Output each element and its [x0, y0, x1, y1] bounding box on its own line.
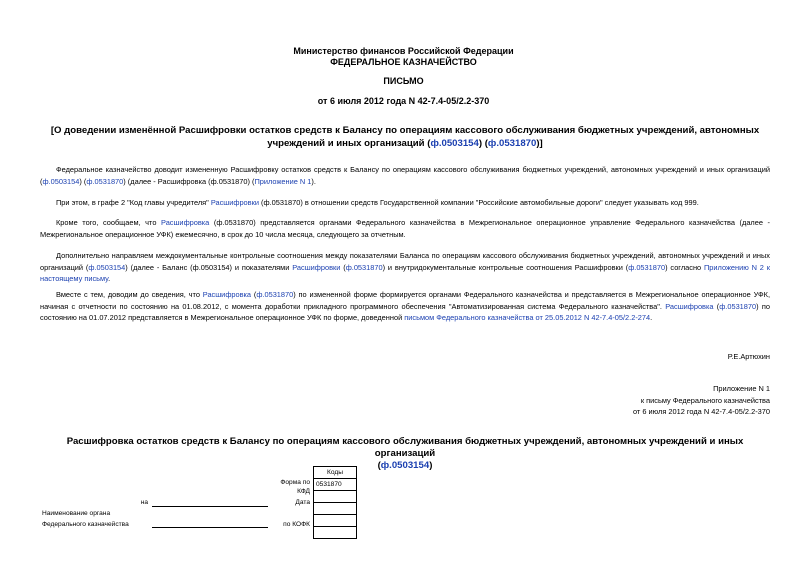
okfk-label: по КОФК	[283, 521, 310, 528]
treasury-label: Федерального казначейства	[42, 521, 129, 528]
okfk-cell	[314, 515, 357, 527]
p5-text-1: Вместе с тем, доводим до сведения, что	[56, 290, 203, 299]
p5-link-letter[interactable]: письмом Федерального казначейства от 25.05.2012 N 42-7.4-05/2.2-274	[404, 313, 651, 323]
date-label: Дата	[295, 499, 310, 506]
p1-text-2: ) (	[79, 176, 87, 186]
p5-link-1[interactable]: Расшифровка	[202, 290, 252, 299]
appendix-line-3: от 6 июля 2012 года N 42-7.4-05/2.2-370	[632, 407, 770, 416]
p2-text-2: (ф.0531870) в отношении средств Государственной компании "Российские автомобильные дороги" следует указывать код 999.	[258, 198, 699, 207]
codes-row	[314, 515, 357, 527]
form-label-1: Форма по	[280, 479, 310, 486]
blank-cell	[314, 527, 357, 539]
signature: Р.Е.Артюхин	[727, 352, 770, 361]
codes-header: Коды	[314, 467, 357, 479]
treasury-underline	[152, 527, 268, 528]
p1-link-2[interactable]: ф.0531870	[86, 176, 124, 186]
p1-text-4: ).	[311, 176, 316, 186]
p5-text-2: (	[251, 290, 257, 299]
form-title	[40, 436, 770, 472]
agency-name: ФЕДЕРАЛЬНОЕ КАЗНАЧЕЙСТВО	[330, 57, 477, 67]
p5-text-5: ) по состоянию на 01.07.2012 представляется в Межрегиональное операционное УФК по форме, доведенной	[40, 301, 770, 323]
p3-text-2: (ф.0531870) представляется органами Федерального казначейства в Межрегиональное операционное управление Федерального казначейства (далее - Межрегиональное операционное УФК) ежемесячно, в срок до 10 числа месяца, следующего за отчетным.	[40, 218, 770, 239]
p1-text-1: Федеральное казначейство доводит измененную Расшифровку остатков средств к Балансу по операциям кассового обслуживания бюджетных учреждений, автономных учреждений и иных организаций (	[40, 165, 770, 186]
form-title-link[interactable]: ф.0503154	[380, 460, 430, 471]
codes-row	[314, 527, 357, 539]
p4-link-2[interactable]: Расшифровки	[292, 262, 341, 272]
codes-row	[314, 491, 357, 503]
appendix-block	[633, 383, 770, 418]
p5-text-4: (	[713, 301, 720, 311]
p4-link-3[interactable]: ф.0531870	[345, 262, 383, 272]
form-code-cell: 0531870	[314, 479, 357, 491]
title-link-0503154[interactable]: ф.0503154	[430, 138, 479, 149]
appendix-line-1: Приложение N 1	[713, 384, 770, 393]
p1-link-1[interactable]: ф.0503154	[42, 176, 80, 186]
title-prefix: [О доведении изменённой Расшифровки остатков средств к Балансу по операциям кассового обслуживания бюджетных учреждений, автономных учреждений и иных организаций (	[50, 125, 760, 149]
letter-title	[40, 124, 770, 150]
p4-text-3: (	[340, 262, 346, 272]
doc-type: ПИСЬМО	[383, 76, 424, 86]
title-mid: ) (	[478, 138, 488, 149]
codes-header-row	[314, 467, 357, 479]
p1-link-appendix-1[interactable]: Приложение N 1	[254, 176, 312, 186]
p4-link-4[interactable]: ф.0531870	[628, 262, 666, 272]
p3-link-1[interactable]: Расшифровка	[161, 218, 210, 227]
title-link-0531870[interactable]: ф.0531870	[487, 138, 537, 149]
form-title-open: (	[377, 460, 381, 471]
p5-text-3: ) по измененной форме формируется органами Федерального казначейства и представляется в Межрегиональное операционное УФК, начиная с отчетности по состоянию на 01.08.2012, с момента доработки прикладного программного обеспечения "Автоматизированная система Федерального казначейства".	[40, 290, 771, 311]
p5-link-4[interactable]: ф.0531870	[719, 301, 757, 311]
paragraph-3	[40, 217, 770, 240]
p4-text-4: ) и внутридокументальные контрольные соотношения Расшифровки (	[382, 262, 629, 272]
title-suffix: )]	[536, 138, 543, 149]
p4-link-1[interactable]: ф.0503154	[88, 262, 126, 272]
codes-table	[313, 466, 357, 539]
form-title-text: Расшифровка остатков средств к Балансу по операциям кассового обслуживания бюджетных учреждений, автономных учреждений и иных организаций	[66, 436, 744, 459]
date-underline	[152, 506, 268, 507]
paragraph-2	[40, 197, 770, 209]
p5-link-3[interactable]: Расшифровка	[665, 301, 714, 311]
p4-link-appendix-2[interactable]: Приложению N 2 к настоящему письму	[40, 262, 770, 284]
paragraph-4	[40, 250, 770, 285]
on-label: на	[140, 499, 148, 506]
p2-text-1: При этом, в графе 2 "Код главы учредителя"	[56, 198, 211, 207]
appendix-line-2: к письму Федерального казначейства	[640, 395, 770, 405]
form-label-2: КФД	[297, 488, 310, 495]
p5-link-2[interactable]: ф.0531870	[256, 290, 294, 299]
p5-text-6: .	[650, 313, 653, 323]
p4-text-5: ) согласно	[665, 262, 704, 272]
p2-link-1[interactable]: Расшифровки	[210, 198, 259, 207]
date-cell	[314, 503, 357, 515]
codes-row	[314, 479, 357, 491]
form-code-cell	[314, 491, 357, 503]
form-title-close: )	[429, 460, 433, 471]
doc-date: от 6 июля 2012 года N 42-7.4-05/2.2-370	[317, 96, 490, 106]
p4-text-6: .	[108, 274, 111, 284]
p1-text-3: ) (далее - Расшифровка (ф.0531870) (	[123, 176, 255, 186]
p4-text-2: ) (далее - Баланс (ф.0503154) и показателями	[125, 262, 293, 272]
codes-row	[314, 503, 357, 515]
p4-text-1: Дополнительно направляем междокументальные контрольные соотношения между показателями Баланса по операциям кассового обслуживания бюджетных учреждений, автономных учреждений и иных организаций (	[40, 251, 770, 272]
paragraph-5	[40, 289, 770, 324]
paragraph-1	[40, 164, 770, 187]
ministry-name: Министерство финансов Российской Федерации	[293, 46, 514, 56]
p3-text-1: Кроме того, сообщаем, что	[56, 218, 162, 227]
org-name-label: Наименование органа	[42, 510, 111, 517]
